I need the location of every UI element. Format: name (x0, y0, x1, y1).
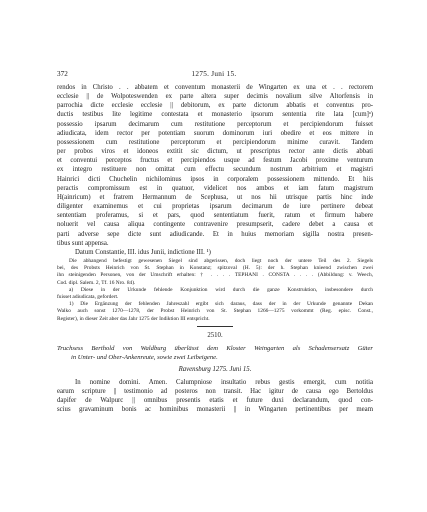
regest (57, 344, 373, 362)
section-divider (197, 326, 233, 327)
text-line: possessionem cum restitutione perceptorum et percipiendorum minime curavit. Tandem (57, 138, 373, 146)
charter-2-text (57, 378, 373, 415)
dating-line: Datum Constantie, III. idus Junii, indictione III. ¹) (75, 248, 211, 256)
text-line: noluerit vel causa aliqua contingente contravenire presumpserit, cadere debet a causa et (57, 221, 373, 229)
footnote-1-line: Register), in dieser Zeit aber das Jahr 1275 der Indiktion III entspricht. (57, 315, 210, 322)
text-line: parti adverse sepe dicte sunt adiudicande. Et in huius memoriam sigilla nostra presen- (57, 230, 373, 238)
text-line: possessio ipsarum decimarum cum restitutione perceptorum et percipiendorum fuisset (57, 120, 373, 128)
text-line: et conventui perceptos fructus et percipiendos usque ad festum Jacobi proxime venturum (57, 157, 373, 165)
text-line: Hainrici dicti Chuchelin nichilominus ipsos in corporalem possessionem mittendo. Et hiis (57, 175, 373, 183)
text-line: peractis compromissum est in quatuor, videlicet nos ambos et iam fatum magistrum (57, 184, 373, 192)
regest-line: in Unter- und Ober-Ankenreute, sowie zwei Leibeigene. (71, 353, 218, 361)
note-line: ihn steinigenden Personen, von der Umschrift erhalten: † . . . . TEPHANI . CONSTA . . . . (Abbildung: v. Weech, (57, 272, 373, 279)
charter-text (57, 83, 373, 257)
document-number: 2510. (207, 331, 223, 339)
text-line: ecclesie || de Wolpoteswenden ex parte altera super decimis novalium silve Altorfensis in (57, 93, 373, 101)
text-line: rendos in Christo . . abbatem et conventum monasterii de Wingarten ex una et . . rectorem (57, 84, 373, 91)
running-header (57, 70, 371, 82)
note-line: Die abhangend befestigt gewesenen Siegel sind abgerissen, doch liegt noch der untere Teil des 2. Siegels (69, 257, 373, 264)
text-line: In nomine domini. Amen. Calumpniose insultatio rebus gestis emergit, cum notitia (75, 378, 373, 386)
text-line: sententiam proferamus, si et pars, quod sententiatum fuerit, ratum et firmum habere (57, 212, 373, 220)
page-number: 372 (57, 70, 68, 78)
text-line: scius gravaminum bonis ac hominibus monasterii || in Wingarten pertinentibus per meam (57, 406, 373, 414)
text-line: dapifer de Walpurc || omnibus presentis etatis et future duxi declarandum, quod con- (57, 397, 373, 405)
text-line: earum scripture || testimonio ad posteros non transit. Hac igitur de causa ego Bertoldus (57, 387, 373, 395)
footnote-a-line: a) Diese in der Urkunde fehlende Konjunktion wird durch die ganze Konstruktion, insbesondere durch (69, 286, 373, 293)
text-line: per probos viros et idoneos extitit sic dictum, ut prescriptus rector ante dictis abbati (57, 148, 373, 156)
place-date: Ravensburg 1275. Juni 15. (178, 365, 252, 373)
text-line: adiudicata, idem rector per potentiam suorum dominorum iuri obedire et eos mittere in (57, 129, 373, 137)
note-line: Cod. dipl. Salem. 2, Tf. 16 Nro. 84). (57, 279, 136, 286)
page-body (57, 83, 373, 414)
text-line: ex integro restituere non omittat cum effectu secundum nostrum arbitrium et magistri (57, 166, 373, 174)
page-title: 1275. Juni 15. (191, 70, 237, 78)
footnote-1-line: Walko auch sonst 1270—1278, der Probst Heinrich von St. Stephan 1266—1275 vorkommt (Reg. episc. Const., (57, 308, 373, 315)
note-line: bei, des Probsts Heinrich von St. Stephan in Konstanz; spitzoval (H. 5): der h. Stephan knieend zwischen zwei (57, 265, 373, 272)
text-line: H(ainricum) et fratrem Hermannum de Scephusa, ut nos hii utrisque partis hinc inde (57, 193, 373, 201)
footnote-1-line: 1) Die Ergänzung der fehlenden Jahreszahl ergibt sich daraus, dass der in der Urkunde genannte Dekan (69, 301, 373, 308)
apparatus-notes (57, 258, 373, 323)
text-line: diligenter examinemus et cui proprietas ipsarum decimarum de iure pertinere debeat (57, 203, 373, 211)
text-line: tibus sunt appensa. (57, 239, 109, 247)
footnote-a-line: fuisset adiudicata, gefordert. (57, 293, 119, 300)
text-line: ductis testibus lite legitime contestata et monasterio ipsorum sententia rite lata [cum]ᵃ) (57, 111, 373, 119)
text-line: parrochia dicte ecclesie ecclesie || debitorum, ex parte dictorum abbatis et conventus pro- (57, 102, 373, 110)
regest-line: Truchsess Berthold von Waldburg überlässt dem Kloster Weingarten als Schadensersatz Güter (57, 344, 373, 352)
